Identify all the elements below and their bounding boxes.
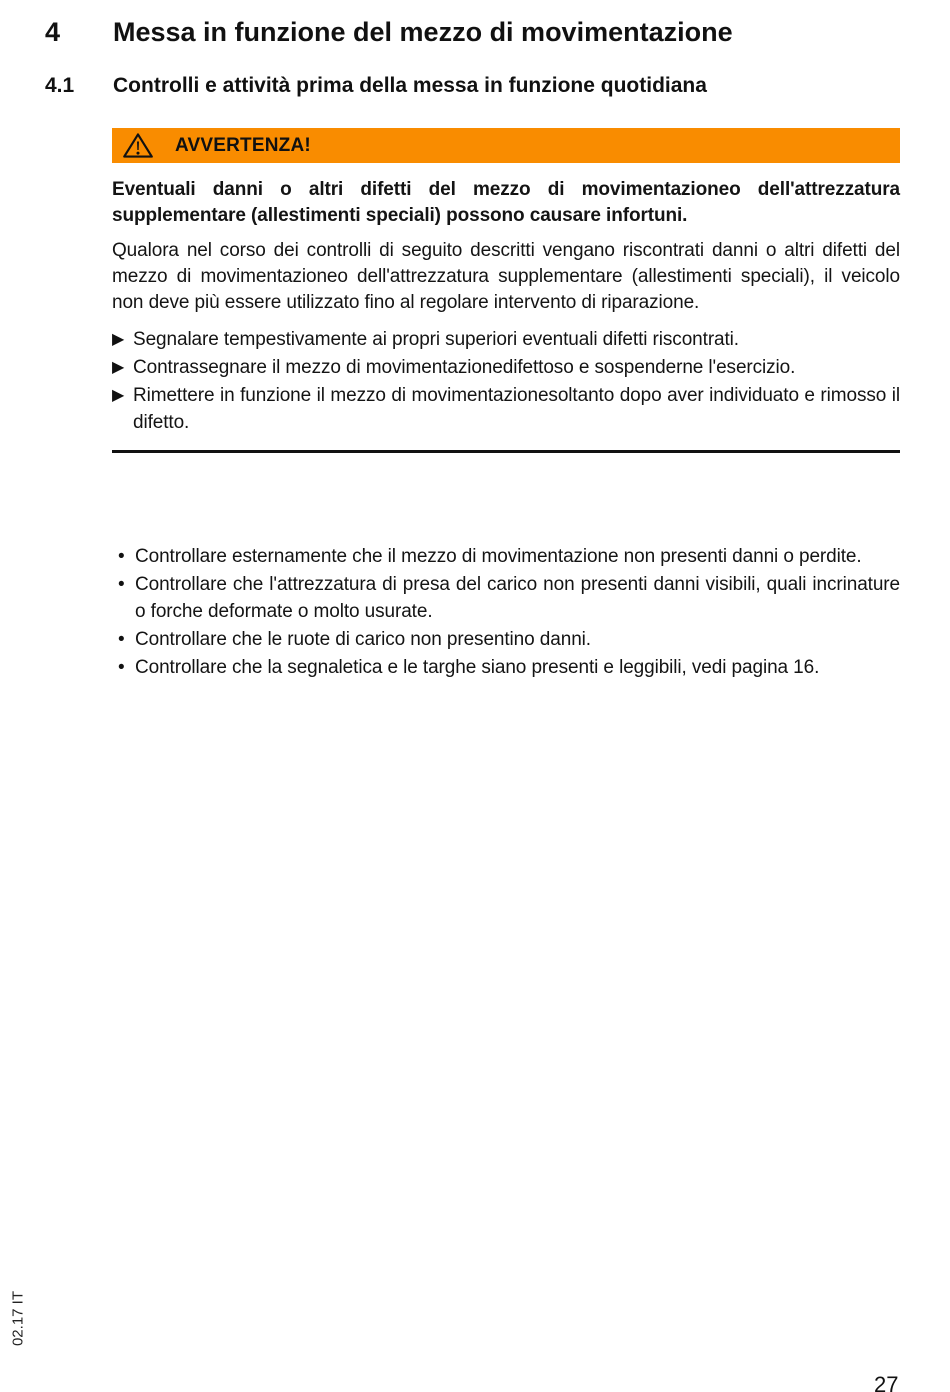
section-number: 4 (45, 17, 61, 47)
subsection-number: 4.1 (45, 74, 75, 97)
list-item (112, 626, 900, 653)
check-item-text: Controllare esternamente che il mezzo di movimentazione non presenti danni o perdite. (135, 546, 862, 567)
warning-action-text: Segnalare tempestivamente ai propri superiori eventuali difetti riscontrati. (133, 329, 739, 350)
edition-code: 02.17 IT (9, 1290, 27, 1347)
subsection-title: Controlli e attività prima della messa in funzione quotidiana (113, 74, 707, 97)
warning-lead-text: Eventuali danni o altri difetti del mezzo di movimentazioneo dell'attrezzatura supplementare (allestimenti speciali) possono causare infortuni. (112, 179, 900, 226)
warning-action-item (112, 326, 900, 353)
warning-label: AVVERTENZA! (175, 134, 311, 156)
bullet-icon: • (118, 546, 125, 567)
list-item (112, 654, 900, 681)
warning-action-text: Rimettere in funzione il mezzo di movimentazionesoltanto dopo aver individuato e rimosso il difetto. (133, 385, 900, 433)
list-item (112, 543, 900, 570)
check-item-text: Controllare che l'attrezzatura di presa del carico non presenti danni visibili, quali incrinature o forche deformate o molto usurate. (135, 574, 900, 622)
bullet-icon: • (118, 629, 125, 650)
warning-action-list (112, 326, 900, 436)
check-item-text: Controllare che la segnaletica e le targhe siano presenti e leggibili, vedi pagina 16. (135, 657, 820, 678)
warning-action-item (112, 354, 900, 381)
section-heading (45, 16, 733, 48)
warning-body-text: Qualora nel corso dei controlli di seguito descritti vengano riscontrati danni o altri difetti del mezzo di movimentazioneo dell'attrezzatura supplementare (allestimenti speciali), il veicolo non deve più essere utilizzato fino al regolare intervento di riparazione. (112, 240, 900, 313)
page-number: 27 (874, 1372, 899, 1392)
check-item-text: Controllare che le ruote di carico non presentino danni. (135, 629, 591, 650)
bullet-icon: • (118, 574, 125, 595)
triangle-bullet-icon: ▶ (112, 359, 125, 376)
warning-block (112, 128, 900, 453)
subsection-heading (45, 73, 707, 99)
warning-action-text: Contrassegnare il mezzo di movimentazionedifettoso e sospenderne l'esercizio. (133, 357, 796, 378)
warning-action-item (112, 382, 900, 436)
warning-triangle-icon (122, 131, 154, 160)
triangle-bullet-icon: ▶ (112, 331, 125, 348)
bullet-icon: • (118, 657, 125, 678)
warning-bottom-rule (112, 450, 900, 453)
warning-header (112, 128, 900, 163)
section-title: Messa in funzione del mezzo di movimentazione (113, 17, 733, 47)
triangle-bullet-icon: ▶ (112, 387, 125, 404)
list-item (112, 571, 900, 625)
daily-checks-list (112, 543, 900, 682)
